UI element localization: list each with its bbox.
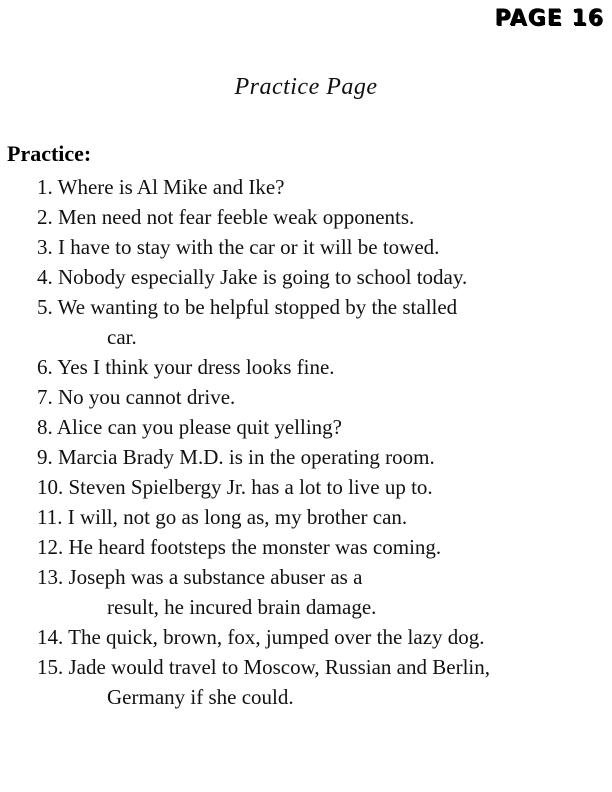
item-number: 10. [37, 475, 64, 499]
item-number: 15. [37, 655, 64, 679]
item-number: 9. [37, 445, 53, 469]
list-item [37, 412, 597, 442]
section-heading: Practice: [7, 141, 92, 166]
item-number: 8. [37, 415, 53, 439]
list-item [37, 382, 597, 412]
item-text: I have to stay with the car or it will be towed. [58, 235, 440, 259]
item-text: The quick, brown, fox, jumped over the lazy dog. [68, 625, 485, 649]
item-text-continued: Germany if she could. [107, 685, 294, 709]
list-item [37, 202, 597, 232]
item-number: 3. [37, 235, 53, 259]
list-item [37, 622, 597, 652]
list-item [37, 172, 597, 202]
list-item [37, 352, 597, 382]
page-number: PAGE 16 [494, 6, 604, 31]
item-text: Nobody especially Jake is going to school today. [58, 265, 468, 289]
item-text: No you cannot drive. [58, 385, 236, 409]
list-item [37, 502, 597, 532]
list-item [37, 262, 597, 292]
item-text: Where is Al Mike and Ike? [57, 175, 285, 199]
item-number: 2. [37, 205, 53, 229]
item-number: 1. [37, 175, 53, 199]
item-text: Men need not fear feeble weak opponents. [58, 205, 415, 229]
item-text-continued: result, he incured brain damage. [107, 595, 377, 619]
item-text: Alice can you please quit yelling? [56, 415, 342, 439]
item-text: Jade would travel to Moscow, Russian and Berlin, [68, 655, 490, 679]
item-text: Yes I think your dress looks fine. [57, 355, 335, 379]
item-number: 4. [37, 265, 53, 289]
list-item [37, 652, 597, 712]
list-item [37, 442, 597, 472]
item-text: Marcia Brady M.D. is in the operating room. [58, 445, 435, 469]
item-text: We wanting to be helpful stopped by the stalled [57, 295, 458, 319]
list-item [37, 532, 597, 562]
item-text: Steven Spielbergy Jr. has a lot to live up to. [68, 475, 433, 499]
item-text: I will, not go as long as, my brother can. [67, 505, 408, 529]
item-number: 7. [37, 385, 53, 409]
list-item [37, 472, 597, 502]
page-title: Practice Page [234, 74, 378, 100]
item-number: 13. [37, 565, 64, 589]
item-number: 6. [37, 355, 53, 379]
item-text: He heard footsteps the monster was coming. [68, 535, 442, 559]
practice-list [37, 172, 597, 712]
list-item [37, 562, 597, 622]
item-number: 11. [37, 505, 63, 529]
item-number: 5. [37, 295, 53, 319]
item-number: 14. [37, 625, 64, 649]
list-item [37, 292, 597, 352]
item-text: Joseph was a substance abuser as a [68, 565, 363, 589]
list-item [37, 232, 597, 262]
item-number: 12. [37, 535, 64, 559]
item-text-continued: car. [107, 325, 137, 349]
